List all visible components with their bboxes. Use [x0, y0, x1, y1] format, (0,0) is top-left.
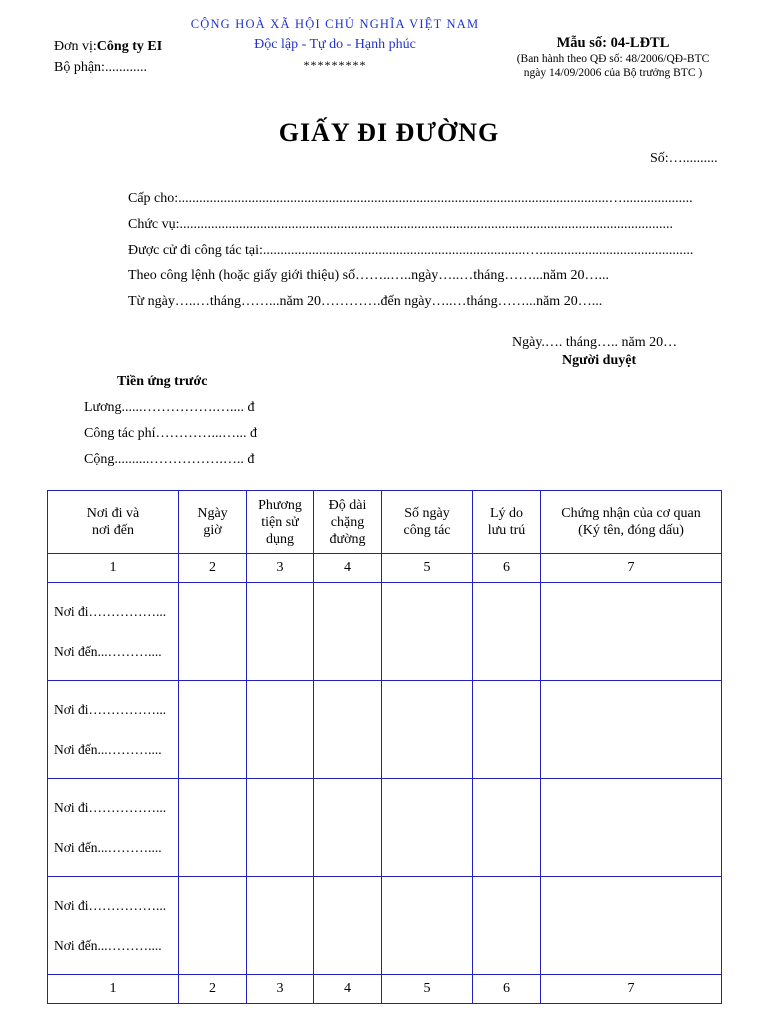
advance-total: Cộng..........…………….….. đ	[84, 452, 255, 467]
table-cell[interactable]	[382, 779, 473, 877]
header-cell: Chứng nhận của cơ quan (Ký tên, đóng dấu)	[541, 491, 722, 554]
nation-name: CỘNG HOÀ XÃ HỘI CHỦ NGHĨA VIỆT NAM	[190, 17, 480, 31]
column-number: 3	[247, 554, 314, 583]
table-cell[interactable]	[382, 583, 473, 681]
department-field: Bộ phận:............	[54, 60, 147, 75]
header-cell: Độ dài chặng đường	[314, 491, 382, 554]
column-number: 4	[314, 975, 382, 1004]
column-number: 5	[382, 554, 473, 583]
column-number: 2	[179, 554, 247, 583]
table-cell[interactable]	[541, 779, 722, 877]
date-range-field: Từ ngày…..…tháng……...năm 20………….đến ngày…..…tháng……...năm 20…...	[128, 294, 603, 309]
decree-line-2: ngày 14/09/2006 của Bộ trưởng BTC )	[523, 67, 703, 79]
arrival-field: Nơi đến...………....	[54, 937, 162, 953]
advance-salary: Lương......…………….….... đ	[84, 400, 255, 415]
column-number: 5	[382, 975, 473, 1004]
table-header-row	[48, 491, 722, 554]
table-cell[interactable]	[473, 681, 541, 779]
table-cell[interactable]	[382, 877, 473, 975]
form-number-block	[500, 34, 726, 80]
arrival-field: Nơi đến...………....	[54, 839, 162, 855]
column-number: 6	[473, 554, 541, 583]
departure-field: Nơi đi……………...	[54, 897, 167, 913]
table-cell[interactable]	[247, 877, 314, 975]
header-cell: Phương tiện sử dụng	[247, 491, 314, 554]
unit-label: Đơn vị:	[54, 39, 97, 54]
departure-field: Nơi đi……………...	[54, 799, 167, 815]
column-number-row	[48, 554, 722, 583]
national-header	[180, 14, 490, 74]
table-cell[interactable]	[382, 681, 473, 779]
motto-stars: *********	[303, 58, 367, 72]
column-number: 3	[247, 975, 314, 1004]
approver-label: Người duyệt	[562, 353, 637, 368]
place-cell[interactable]	[48, 877, 179, 975]
arrival-field: Nơi đến...………....	[54, 741, 162, 757]
table-cell[interactable]	[179, 779, 247, 877]
column-number: 6	[473, 975, 541, 1004]
table-cell[interactable]	[473, 877, 541, 975]
column-number-row-footer	[48, 975, 722, 1004]
table-cell[interactable]	[314, 681, 382, 779]
sent-to-field: Được cử đi công tác tại:...........................................................................…............................................	[128, 243, 694, 258]
table-cell[interactable]	[314, 877, 382, 975]
table-row	[48, 877, 722, 975]
departure-field: Nơi đi……………...	[54, 701, 167, 717]
travel-table	[47, 490, 722, 1004]
header-cell: Ngày giờ	[179, 491, 247, 554]
header-cell: Lý do lưu trú	[473, 491, 541, 554]
issued-to-field: Cấp cho:...........................................................................................................................…....................	[128, 191, 693, 206]
national-motto: Độc lập - Tự do - Hạnh phúc	[254, 37, 416, 52]
column-number: 4	[314, 554, 382, 583]
table-cell[interactable]	[541, 583, 722, 681]
place-cell[interactable]	[48, 779, 179, 877]
table-row	[48, 583, 722, 681]
table-row	[48, 779, 722, 877]
departure-field: Nơi đi……………...	[54, 603, 167, 619]
table-cell[interactable]	[179, 681, 247, 779]
column-number: 2	[179, 975, 247, 1004]
column-number: 7	[541, 554, 722, 583]
table-cell[interactable]	[247, 779, 314, 877]
advance-title: Tiền ứng trước	[117, 374, 208, 389]
position-field: Chức vụ:.............................................................................................................................................	[128, 217, 674, 232]
unit-value: Công ty EI	[96, 39, 163, 54]
place-cell[interactable]	[48, 681, 179, 779]
header-cell: Nơi đi và nơi đến	[48, 491, 179, 554]
header-cell: Số ngày công tác	[382, 491, 473, 554]
table-cell[interactable]	[247, 681, 314, 779]
column-number: 1	[48, 975, 179, 1004]
unit-info	[54, 36, 162, 78]
table-cell[interactable]	[179, 877, 247, 975]
advance-allowance: Công tác phí…………...…... đ	[84, 426, 258, 441]
decree-line-1: (Ban hành theo QĐ số: 48/2006/QĐ-BTC	[516, 53, 710, 65]
table-cell[interactable]	[541, 877, 722, 975]
column-number: 7	[541, 975, 722, 1004]
document-number: Số:…..........	[650, 151, 718, 166]
table-cell[interactable]	[473, 779, 541, 877]
form-number: Mẫu số: 04-LĐTL	[556, 35, 670, 51]
table-cell[interactable]	[179, 583, 247, 681]
arrival-field: Nơi đến...………....	[54, 643, 162, 659]
table-row	[48, 681, 722, 779]
signature-date: Ngày.…. tháng….. năm 20…	[512, 335, 678, 350]
table-cell[interactable]	[314, 779, 382, 877]
place-cell[interactable]	[48, 583, 179, 681]
table-cell[interactable]	[314, 583, 382, 681]
table-cell[interactable]	[541, 681, 722, 779]
table-cell[interactable]	[247, 583, 314, 681]
order-field: Theo công lệnh (hoặc giấy giới thiệu) số……..…..ngày…..…tháng……...năm 20…...	[128, 268, 609, 283]
column-number: 1	[48, 554, 179, 583]
document-title: GIẤY ĐI ĐƯỜNG	[278, 118, 500, 147]
table-cell[interactable]	[473, 583, 541, 681]
